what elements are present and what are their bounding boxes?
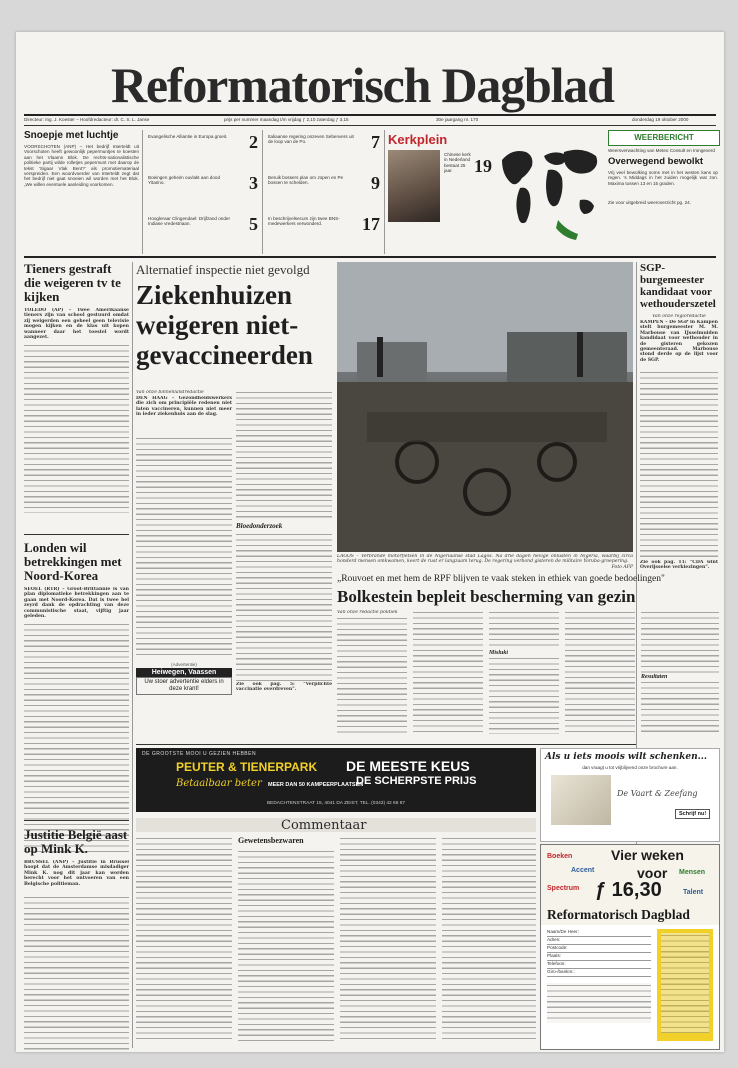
photo-caption (337, 554, 633, 572)
weather-label: WEERBERICHT (608, 130, 720, 146)
index-item-page: 17 (362, 214, 380, 234)
weather-body: Vrij veel bewolking soms met in het westen kans op regen. 's Middags in het zuiden mogelijk wat zon. Maxima tussen 13 en 15 graden. (608, 170, 718, 186)
banner-park: PEUTER & TIENERPARK (176, 760, 318, 774)
commentaar-title: Gewetensbezwaren (238, 836, 304, 845)
subscribe-headline-b: voor (637, 865, 668, 881)
kerkplein-text: Chinese kerk in Nederland bestaat 25 jaar. (444, 152, 471, 174)
masthead-title: Reformatorisch Dagblad (111, 57, 614, 113)
rpf-kicker: „Rouvoet en met hem de RPF blijven te vaak steken in ethiek van goede bedoelingen" (337, 574, 665, 584)
newspaper-page (16, 32, 724, 1052)
main-body (236, 390, 332, 520)
form-field-bank[interactable]: Giro-/banknr.: (547, 969, 651, 977)
banner-prijs: DE SCHERPSTE PRIJS (356, 775, 477, 787)
commentaar-body (442, 836, 536, 1041)
subscribe-form (547, 929, 651, 1023)
index-item[interactable] (268, 214, 380, 252)
commentaar-body (136, 836, 232, 1041)
info-date: donderdag 19 oktober 2000 (632, 117, 689, 122)
index-item-page: 5 (249, 214, 258, 234)
teaser-title: Snoepje met luchtje (24, 130, 119, 141)
rpf-col (641, 610, 719, 734)
index-item-text: Boeingen geheim ouvlakt aan dood Yitarino. (148, 175, 221, 186)
rpf-article[interactable] (337, 574, 719, 744)
ad-schenken-sub: dan vraagt u tot vrijblijvend onze brochure aan. (582, 765, 678, 770)
rpf-body (489, 656, 559, 734)
weather-box[interactable] (608, 130, 718, 252)
index-item[interactable] (148, 214, 258, 252)
rpf-col (337, 610, 407, 736)
section-rule (24, 256, 716, 258)
article-title: Justitie België aast op Mink K. (24, 827, 128, 856)
info-price: prijs per nummer maandag t/m vrijdag ƒ 2,10 zaterdag ƒ 3,15 (224, 117, 349, 122)
rpf-body (641, 610, 719, 674)
commentaar-label: Commentaar (281, 818, 367, 833)
photo-caption-text: LAGOS – Verbrande motorfietsen in de Nigeriaanse stad Lagos. Na drie dagen hevige onlusten in Nigeria, waarbij circa honderd mensen omkwamen, keert de rust er langzaam terug. De regering verbond gisteren de militaire Yoruba-groepering. (337, 554, 633, 565)
commentaar-col (238, 836, 334, 1043)
commentaar-header (136, 818, 536, 832)
index-col-2 (268, 132, 380, 254)
subscribe-header (541, 845, 719, 925)
kerkplein-page: 19 (474, 156, 492, 176)
divider (136, 744, 636, 745)
index-item-text: Italiaanse regering onzeven Sebenvers uit de loop van de Po. (268, 134, 354, 145)
form-field-city[interactable]: Plaats: (547, 953, 651, 961)
rpf-byline: Van onze redactie politiek (337, 610, 398, 615)
main-continued: Zie ook pag. 5: "Verplichte vaccinatie overdreven". (236, 682, 332, 693)
ad-label: (Advertentie) (171, 662, 197, 667)
rpf-col (489, 610, 559, 734)
form-field-name[interactable]: Naam/De Heer: (547, 929, 651, 937)
kerkplein-photo (388, 150, 440, 222)
main-dateline: DEN HAAG – Gezondheidswerkers die zich om principiële redenen niet laten vaccineren, kunnen niet meer in ieder ziekenhuis aan de slag. (136, 396, 232, 418)
article-tieners[interactable] (24, 262, 129, 513)
ad-schenken-cta[interactable]: Schrijf nu! (675, 809, 710, 819)
main-body (136, 436, 232, 656)
right-continued: Zie ook pag. 11: "CDA wint Overijsselse verkiezingen". (640, 560, 718, 571)
main-kicker: Alternatief inspectie niet gevolgd (136, 262, 310, 277)
news-photo (337, 262, 633, 552)
banner-footer: BEDACHTENSTRAAT 15, 4041 DA ZEIST, TEL. (0343) 42 68 87 (266, 801, 406, 806)
ad-schenken-title: Als u iets moois wilt schenken... (545, 752, 708, 762)
main-byline: Van onze binnenlandredactie (136, 390, 204, 395)
ad-heiwegen[interactable] (136, 662, 232, 698)
info-editor: Directeur: Ing. J. Koester – Hoofdredacteur: dr. C. S. L. Janse (24, 117, 150, 122)
index-item-text: Evangelische Alliantie in Europa groeit. (148, 134, 228, 139)
right-body (640, 370, 718, 560)
kerkplein-label: Kerkplein (388, 132, 448, 147)
rpf-body (337, 616, 407, 736)
subscribe-word: Boeken (547, 853, 573, 860)
index-col-1 (148, 132, 258, 254)
index-item-text: In beschrijvelsecum zijn twee BNS-medewerkers verwonderd. (268, 216, 340, 227)
subscribe-word: Accent (571, 867, 595, 874)
article-body (24, 895, 129, 1052)
article-body (24, 343, 129, 513)
rpf-body (565, 610, 635, 736)
right-byline: Van onze regioredactie (652, 314, 706, 319)
weather-ref: Zie voor uitgebreid weeroverzicht pg. 24. (608, 200, 691, 205)
info-year: 30e jaargang nr. 170 (436, 117, 479, 122)
subscribe-word: Mensen (679, 869, 706, 876)
form-fineprint (547, 983, 651, 1023)
subscribe-headline-a: Vier weken (611, 847, 684, 863)
main-body (236, 532, 332, 682)
index-item[interactable] (268, 132, 380, 170)
index-item-page: 2 (249, 132, 258, 152)
teaser-body: VOORSCHOTEN (ANP) – Het bedrijf Interteldt uit Voorschoten heeft gewoonlijk pepermuntjes te koesten aan het Vlaams Blok. De rechts-nationalistische politieke partij wilde rolletjes pepermunt met daarop de tekst 'Sigaar Vlak Bent?' als promotiemateriaal verspreiden. Een woordvoerder van Interteldt zegt dat het bedrijf niet gaat snoeien wil worden met het Blok. „We willen eventuele aanleiding voorkomen. (24, 144, 139, 187)
ad-schenken[interactable] (540, 748, 720, 842)
banner-betaal: Betaalbaar beter (176, 778, 262, 789)
commentaar-body (340, 836, 436, 1041)
form-field-phone[interactable]: Telefoon: (547, 961, 651, 969)
ad-heiwegen-name: Heiwegen, Vaassen (136, 668, 232, 677)
weather-sub: Weersverwachting van Meteo Consult en Irongeverd (608, 148, 715, 153)
article-lead: BRUSSEL (ANP) – Justitie in Brussel hoopt dat de Amsterdamse misdadiger Mink K. nog dit jaar kan worden berecht voor het ontvoeren van een Belgische politieman. (24, 860, 129, 887)
rpf-subhead: Misluki (489, 650, 509, 656)
subscribe-side-panel (657, 929, 713, 1041)
article-londen[interactable] (24, 541, 129, 854)
article-lead: TOLEDO (AP) – Twee Amerikaanse tieners zijn van school gestuurd omdat zij weigerden een geheel geen televisie mogen kijken en de klas uit kopen wanneer daar het toestel wordt aangezet. (24, 308, 129, 341)
divider (24, 534, 129, 535)
index-item-text: Beruik bossers plan om Jopen en Pe bossen te schelden. (268, 175, 344, 186)
left-column (24, 262, 129, 1048)
commentaar-body (238, 849, 334, 1043)
right-lead: KAMPEN – De SGP in Kampen stelt burgemeester M. M. Marbouse van IJsselmuiden kandidaat voor wethouder in de gisteren gekozen gemeenteraad. Marbouse stond derde op de lijst voor de SGP. (640, 320, 718, 363)
index-item[interactable] (268, 173, 380, 211)
divider (24, 820, 129, 821)
photo-credit: Foto AFP (611, 564, 633, 570)
article-title: Londen wil betrekkingen met Noord-Korea (24, 540, 122, 583)
ad-schenken-brand: De Vaart & Zeefang (617, 789, 698, 798)
main-col-1 (136, 390, 232, 722)
index-item-page: 9 (371, 173, 380, 193)
article-justitie[interactable] (24, 828, 129, 1052)
article-title: Tieners gestraft die weigeren tv te kijken (24, 261, 121, 304)
commentaar-article[interactable] (136, 836, 536, 1048)
index-item-page: 7 (371, 132, 380, 152)
ad-heiwegen-slogan: Uw stoer advertentie elders in deze krant! (136, 677, 232, 695)
index-item[interactable] (148, 173, 258, 211)
banner-ad[interactable] (136, 748, 536, 812)
kerkplein-teaser[interactable] (388, 132, 492, 252)
rpf-body (413, 610, 483, 736)
subscribe-brand: Reformatorisch Dagblad (547, 907, 690, 922)
banner-offer: MEER DAN 50 KAMPEERPLAATSEN (268, 782, 364, 788)
subscribe-ad[interactable] (540, 844, 720, 1050)
main-subhead: Bloedonderzoek (236, 522, 283, 530)
divider (262, 130, 263, 254)
ad-schenken-image (551, 775, 611, 825)
rpf-headline: Bolkestein bepleit bescherming van gezin (337, 587, 636, 606)
info-rule (24, 125, 716, 126)
weather-headline: Overwegend bewolkt (608, 156, 704, 167)
article-lead: SEOEL (RTR) – Groot-Brittannië is van plan diplomatieke betrekkingen aan te gaan met Noord-Korea. Dat is twee bel zeyrd dank de opdrachting van deze communistische staat, vijftig jaar geleden. (24, 587, 129, 620)
index-item-text: Hoogleraar Clingendael: Drijfzand onder Indiase vredestriaan. (148, 216, 230, 227)
index-item[interactable] (148, 132, 258, 170)
subscribe-side-text (661, 933, 709, 1033)
rpf-subhead: Resultaten (641, 674, 668, 680)
info-bar (24, 117, 716, 125)
rpf-body (489, 610, 559, 650)
form-field-address[interactable]: Adres: (547, 937, 651, 945)
banner-keus: DE MEESTE KEUS (346, 758, 470, 774)
subscribe-price: ƒ 16,30 (595, 879, 662, 901)
divider (142, 130, 143, 254)
subscribe-word: Talent (683, 889, 704, 896)
world-map-icon (492, 130, 604, 250)
rpf-body (641, 680, 719, 734)
main-col-2 (236, 390, 332, 722)
masthead-rule (24, 114, 716, 116)
divider (384, 130, 385, 254)
form-field-postcode[interactable]: Postcode: (547, 945, 651, 953)
right-title: SGP-burgemeester kandidaat voor wethouderszetel (640, 262, 716, 310)
subscribe-word: Spectrum (547, 885, 580, 892)
divider (132, 262, 133, 1048)
main-headline: Ziekenhuizen weigeren niet-gevaccineerden (136, 280, 313, 370)
index-item-page: 3 (249, 173, 258, 193)
banner-top: DE GROOTSTE MOOI U GEZIEN HEBBEN (142, 751, 257, 757)
teaser-box[interactable] (24, 130, 139, 252)
